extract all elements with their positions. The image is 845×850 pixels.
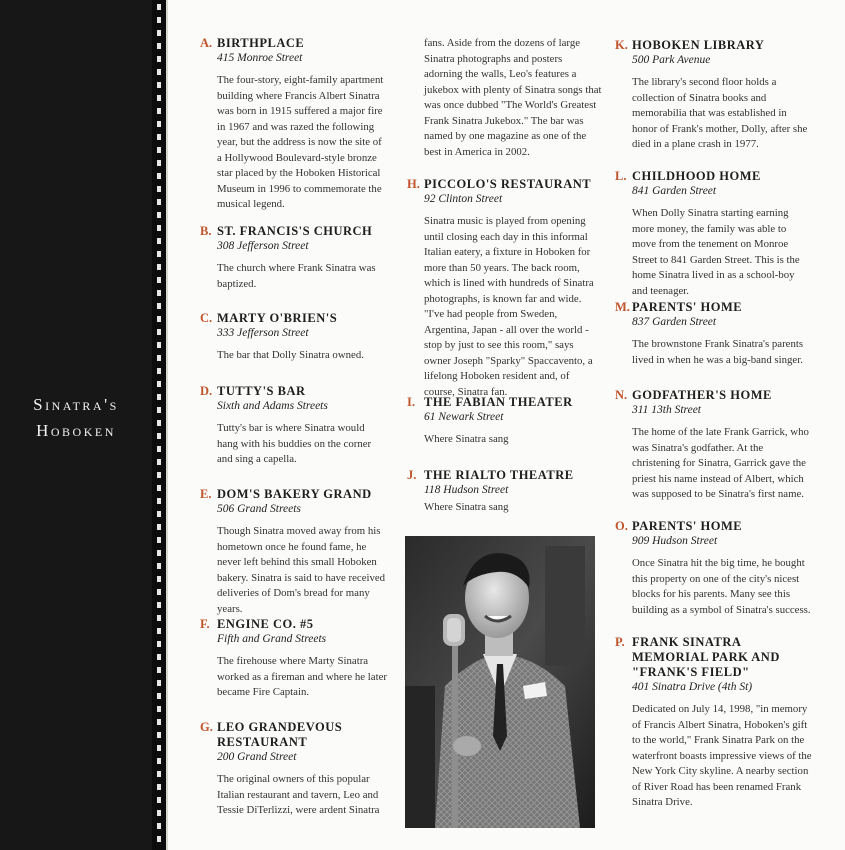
entry-address: 92 Clinton Street [424, 193, 503, 205]
entry-address: 401 Sinatra Drive (4th St) [632, 681, 753, 693]
entry-name: ENGINE CO. #5 [217, 617, 314, 631]
entry-name-line1: FRANK SINATRA [632, 635, 742, 649]
entry-doms-bakery [200, 487, 387, 617]
entry-name: DOM'S BAKERY GRAND [217, 487, 372, 501]
entry-name: HOBOKEN LIBRARY [632, 38, 765, 52]
entry-letter: F. [200, 617, 210, 631]
entry-letter: E. [200, 487, 212, 501]
entry-parents-home-garden [615, 300, 812, 368]
entry-address: 506 Grand Streets [217, 503, 301, 515]
entry-description: The firehouse where Marty Sinatra worked as a fireman and where he later became Fire Captain. [217, 655, 387, 698]
entry-fabian-theater [407, 395, 602, 448]
entry-address: 333 Jefferson Street [217, 327, 309, 339]
entry-name: GODFATHER'S HOME [632, 388, 772, 402]
entry-name: PICCOLO'S RESTAURANT [424, 177, 592, 191]
entry-description: The brownstone Frank Sinatra's parents lived in when he was a big-band singer. [632, 338, 804, 366]
entry-address: 118 Hudson Street [424, 484, 509, 496]
sinatra-photo-image [405, 536, 595, 828]
film-perforation-strip [152, 0, 166, 850]
entry-tuttys-bar [200, 384, 387, 468]
entry-address: Fifth and Grand Streets [217, 633, 327, 645]
entry-name-line1: LEO GRANDEVOUS [217, 720, 343, 734]
entry-address: 837 Garden Street [632, 316, 717, 328]
entry-letter: B. [200, 224, 212, 238]
entry-name: PARENTS' HOME [632, 300, 743, 314]
entry-letter: K. [615, 38, 628, 52]
entry-name: BIRTHPLACE [217, 36, 305, 50]
entry-letter: D. [200, 384, 213, 398]
entry-godfathers-home [615, 388, 812, 503]
entry-description: The bar that Dolly Sinatra owned. [217, 349, 364, 361]
entry-address: 909 Hudson Street [632, 535, 718, 547]
entry-name-line2: MEMORIAL PARK AND [632, 650, 780, 664]
entry-description: Dedicated on July 14, 1998, "in memory of Francis Albert Sinatra, Hoboken's gift to the world," Frank Sinatra Park on the waterfront boasts impressive views of the New York City skyline. A nearby section of River Road has been renamed Frank Sinatra Drive. [632, 703, 812, 808]
entry-marty-obriens [200, 311, 387, 364]
sidebar-panel [0, 0, 152, 850]
entry-description: The four-story, eight-family apartment building where Francis Albert Sinatra was born in 1915 suffered a major fire in 1967 and was razed the following year, but the address is now the site of a Hollywood Boulevard-style bronze star placed by the Hoboken Historical Museum in 1996 to commemorate the musical legend. [217, 74, 384, 210]
entry-letter: P. [615, 635, 625, 649]
entry-description: The church where Frank Sinatra was baptized. [217, 262, 376, 290]
entry-hoboken-library [615, 38, 812, 153]
entry-name: ST. FRANCIS'S CHURCH [217, 224, 373, 238]
entry-description: Once Sinatra hit the big time, he bought this property on one of the city's nicest blocks for his parents. Many see this building as a symbol of Sinatra's success. [632, 557, 811, 616]
entry-letter: N. [615, 388, 628, 402]
entry-address: 500 Park Avenue [632, 54, 711, 66]
entry-description: The home of the late Frank Garrick, who was Sinatra's godfather. At the christening for Sinatra, Garrick gave the priest his name instead of Albert, which was supposed to be Sinatra's first name. [632, 426, 809, 500]
entry-description: Where Sinatra sang [424, 433, 509, 445]
entry-address: 841 Garden Street [632, 185, 717, 197]
entry-description: Tutty's bar is where Sinatra would hang with his buddies on the corner and sing a capella. [217, 422, 372, 465]
entry-address: 415 Monroe Street [217, 52, 303, 64]
entry-name: PARENTS' HOME [632, 519, 743, 533]
sidebar-title-line1: Sinatra's [33, 395, 119, 414]
entry-address: 61 Newark Street [424, 411, 504, 423]
entry-description: When Dolly Sinatra starting earning more money, the family was able to move from the tenement on Monroe Street to 841 Garden Street. This is the home Sinatra lived in as a school-boy and teenager. [632, 207, 800, 297]
entry-address: 200 Grand Street [217, 751, 297, 763]
entry-letter: L. [615, 169, 627, 183]
entry-letter: C. [200, 311, 213, 325]
entry-piccolos-restaurant [407, 177, 602, 400]
entry-letter: H. [407, 177, 420, 191]
entry-birthplace [200, 36, 387, 213]
entry-description: Though Sinatra moved away from his hometown once he found fame, he never left behind this small Hoboken bakery. Sinatra is said to have received deliveries of Dom's bread for many years. [217, 525, 386, 615]
entry-parents-home-hudson [615, 519, 812, 618]
entry-rialto-theatre [407, 468, 602, 516]
entry-leo-grandevous-continued [424, 36, 602, 160]
entry-description: The library's second floor holds a collection of Sinatra books and memorabilia that was established in honor of Frank's mother, Dolly, after she died in a plane crash in 1977. [632, 76, 808, 150]
entry-letter: J. [407, 468, 417, 482]
sinatra-photo [405, 536, 595, 828]
entry-address: 308 Jefferson Street [217, 240, 309, 252]
entry-name: THE FABIAN THEATER [424, 395, 573, 409]
entry-letter: I. [407, 395, 415, 409]
entry-st-francis-church [200, 224, 387, 292]
entry-name-line2: RESTAURANT [217, 735, 308, 749]
entry-name: TUTTY'S BAR [217, 384, 306, 398]
entry-description: Where Sinatra sang [424, 501, 509, 513]
entry-name: CHILDHOOD HOME [632, 169, 761, 183]
sidebar-title-line2: Hoboken [36, 421, 116, 440]
entry-letter: O. [615, 519, 628, 533]
entry-name: THE RIALTO THEATRE [424, 468, 574, 482]
entry-engine-co-5 [200, 617, 387, 701]
entry-address: 311 13th Street [632, 404, 701, 416]
entry-description: Sinatra music is played from opening until closing each day in this informal Italian eatery, a fixture in Hoboken for more than 50 years. The back room, which is lined with hundreds of Sinatra photographs, is known far and wide. "I've had people from Sweden, Argentina, Japan - all over the world - stop by just to see this room," says owner Joseph "Sparky" Spaccavento, a lifelong Hoboken resident and, of course, Sinatra fan. [424, 215, 594, 398]
entry-address: Sixth and Adams Streets [217, 400, 328, 412]
entry-name: MARTY O'BRIEN'S [217, 311, 338, 325]
entry-letter: G. [200, 720, 213, 734]
entry-sinatra-memorial-park [615, 635, 812, 811]
entry-letter: M. [615, 300, 630, 314]
entry-childhood-home [615, 169, 812, 299]
entry-leo-grandevous [200, 720, 387, 819]
entry-name-line3: "FRANK'S FIELD" [632, 665, 750, 679]
entry-letter: A. [200, 36, 213, 50]
entry-description-continued: fans. Aside from the dozens of large Sinatra photographs and posters adorning the walls, Leo's features a jukebox with plenty of Sinatra songs that was once dubbed "The World's Greatest Frank Sinatra Jukebox." The bar was named by one magazine as one of the best in America in 2002. [424, 37, 602, 158]
page-edge [166, 0, 168, 850]
entry-description: The original owners of this popular Italian restaurant and tavern, Leo and Tessie DiTerlizzi, were ardent Sinatra [217, 773, 380, 816]
